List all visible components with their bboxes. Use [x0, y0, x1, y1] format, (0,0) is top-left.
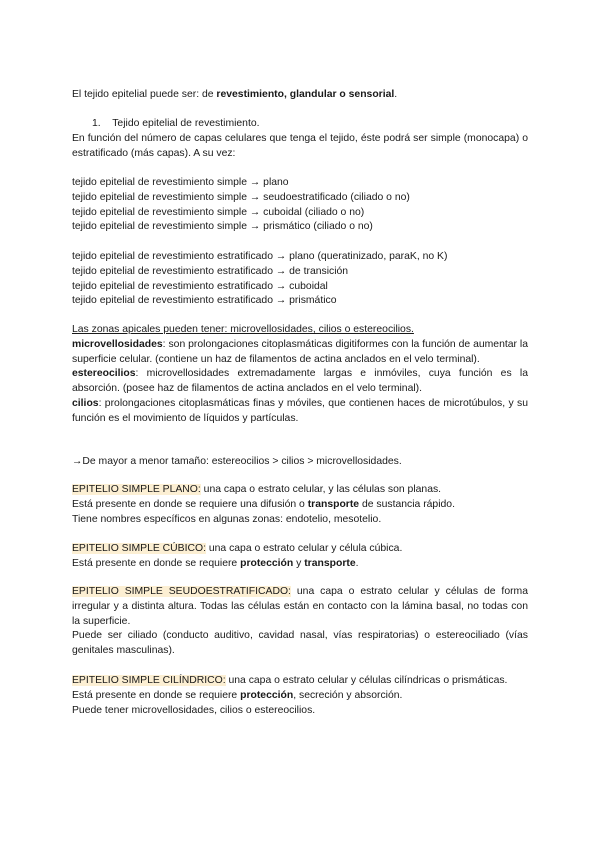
cilindrico-section — [72, 674, 528, 718]
plano-title-line — [72, 483, 528, 498]
cubico-desc: una capa o estrato celular y célula cúbica. — [205, 543, 403, 554]
intro-prefix: El tejido epitelial puede ser: de — [72, 89, 217, 100]
list-item: tejido epitelial de revestimiento estratificado → prismático — [72, 295, 337, 307]
cubico-l2-e: . — [355, 557, 359, 569]
cilios-term: cilios — [72, 397, 99, 409]
cilindrico-line-2 — [72, 689, 528, 704]
plano-section — [72, 483, 528, 527]
intro-line — [72, 88, 528, 103]
microvellosidades-term: microvellosidades — [72, 338, 163, 350]
list-item: tejido epitelial de revestimiento simple → seudoestratificado (ciliado o no) — [72, 191, 410, 203]
list-text: Tejido epitelial de revestimiento. — [112, 118, 260, 129]
cilindrico-l2-c: , secreción y absorción. — [293, 689, 403, 701]
cilindrico-desc: una capa o estrato celular y células cilíndricas o prismáticas. — [225, 675, 508, 686]
microvellosidades-definition — [72, 338, 528, 368]
estereocilios-definition — [72, 367, 528, 397]
cilindrico-l2-a: Está presente en donde se requiere — [72, 689, 241, 701]
seudo-title: EPITELIO SIMPLE SEUDOESTRATIFICADO: — [72, 586, 291, 597]
list-item: tejido epitelial de revestimiento estratificado → de transición — [72, 265, 349, 277]
list-item: tejido epitelial de revestimiento estratificado → cuboidal — [72, 280, 328, 292]
seudo-desc: una capa o estrato celular y células de forma irregular y a distinta altura. Todas las células están en contacto con la lámina basal, no todas con la superficie. — [72, 586, 528, 627]
cubico-line-2 — [72, 557, 528, 572]
cilindrico-title: EPITELIO SIMPLE CILÍNDRICO: — [72, 675, 226, 686]
seudo-title-para — [72, 585, 528, 629]
microvellosidades-text: : son prolongaciones citoplasmáticas digitiformes con la función de aumentar la superficie celular. (contiene un haz de filamentos de actina anclados en el velo terminal). — [72, 338, 528, 365]
list-item: tejido epitelial de revestimiento simple → cuboidal (ciliado o no) — [72, 206, 365, 218]
list-number: 1. — [92, 118, 101, 129]
cubico-l2-c: y — [293, 557, 305, 569]
seudo-section — [72, 585, 528, 659]
cilios-definition — [72, 397, 528, 427]
layers-paragraph: En función del número de capas celulares que tenga el tejido, éste podrá ser simple (monocapa) o estratificado (más capas). A su vez: — [72, 133, 528, 159]
estereocilios-term: estereocilios — [72, 368, 136, 380]
cubico-l2-b: protección — [240, 557, 294, 569]
cilindrico-l2-b: protección — [240, 689, 294, 701]
plano-l2-b: transporte — [307, 498, 360, 510]
plano-l2-a: Está presente en donde se requiere una difusión o — [72, 498, 308, 510]
plano-title: EPITELIO SIMPLE PLANO: — [72, 484, 201, 495]
cilindrico-line-3: Puede tener microvellosidades, cilios o estereocilios. — [72, 704, 316, 716]
stratified-types-list — [72, 250, 528, 309]
simple-types-list — [72, 176, 528, 235]
plano-l2-c: de sustancia rápido. — [359, 498, 455, 510]
size-order-line: →De mayor a menor tamaño: estereocilios > cilios > microvellosidades. — [72, 456, 402, 467]
cilindrico-title-para — [72, 674, 528, 689]
apical-heading: Las zonas apicales pueden tener: microvellosidades, cilios o estereocilios. — [72, 324, 414, 335]
plano-desc: una capa o estrato celular, y las células son planas. — [200, 484, 442, 495]
cubico-l2-d: transporte — [304, 557, 356, 569]
intro-suffix: . — [394, 89, 398, 100]
seudo-line-2: Puede ser ciliado (conducto auditivo, cavidad nasal, vías respiratorias) o estereociliado (vías genitales masculinas). — [72, 630, 528, 657]
intro-bold: revestimiento, glandular o sensorial — [216, 89, 395, 100]
numbered-item — [92, 117, 528, 132]
estereocilios-text: : microvellosidades extremadamente largas e inmóviles, cuya función es la absorción. (posee haz de filamentos de actina anclados en el velo terminal). — [72, 368, 528, 395]
cubico-section — [72, 542, 528, 572]
list-item: tejido epitelial de revestimiento simple → plano — [72, 177, 289, 188]
cubico-title-line — [72, 542, 528, 557]
plano-line-2 — [72, 498, 528, 513]
list-item: tejido epitelial de revestimiento simple → prismático (ciliado o no) — [72, 221, 373, 233]
list-item: tejido epitelial de revestimiento estratificado → plano (queratinizado, paraK, no K) — [72, 251, 448, 262]
cubico-l2-a: Está presente en donde se requiere — [72, 557, 241, 569]
cilios-text: : prolongaciones citoplasmáticas finas y móviles, que contienen haces de microtúbulos, y su función es el movimiento de líquidos y partículas. — [72, 397, 528, 424]
apical-section — [72, 323, 528, 427]
cubico-title: EPITELIO SIMPLE CÚBICO: — [72, 543, 206, 554]
plano-line-3: Tiene nombres específicos en algunas zonas: endotelio, mesotelio. — [72, 513, 382, 525]
